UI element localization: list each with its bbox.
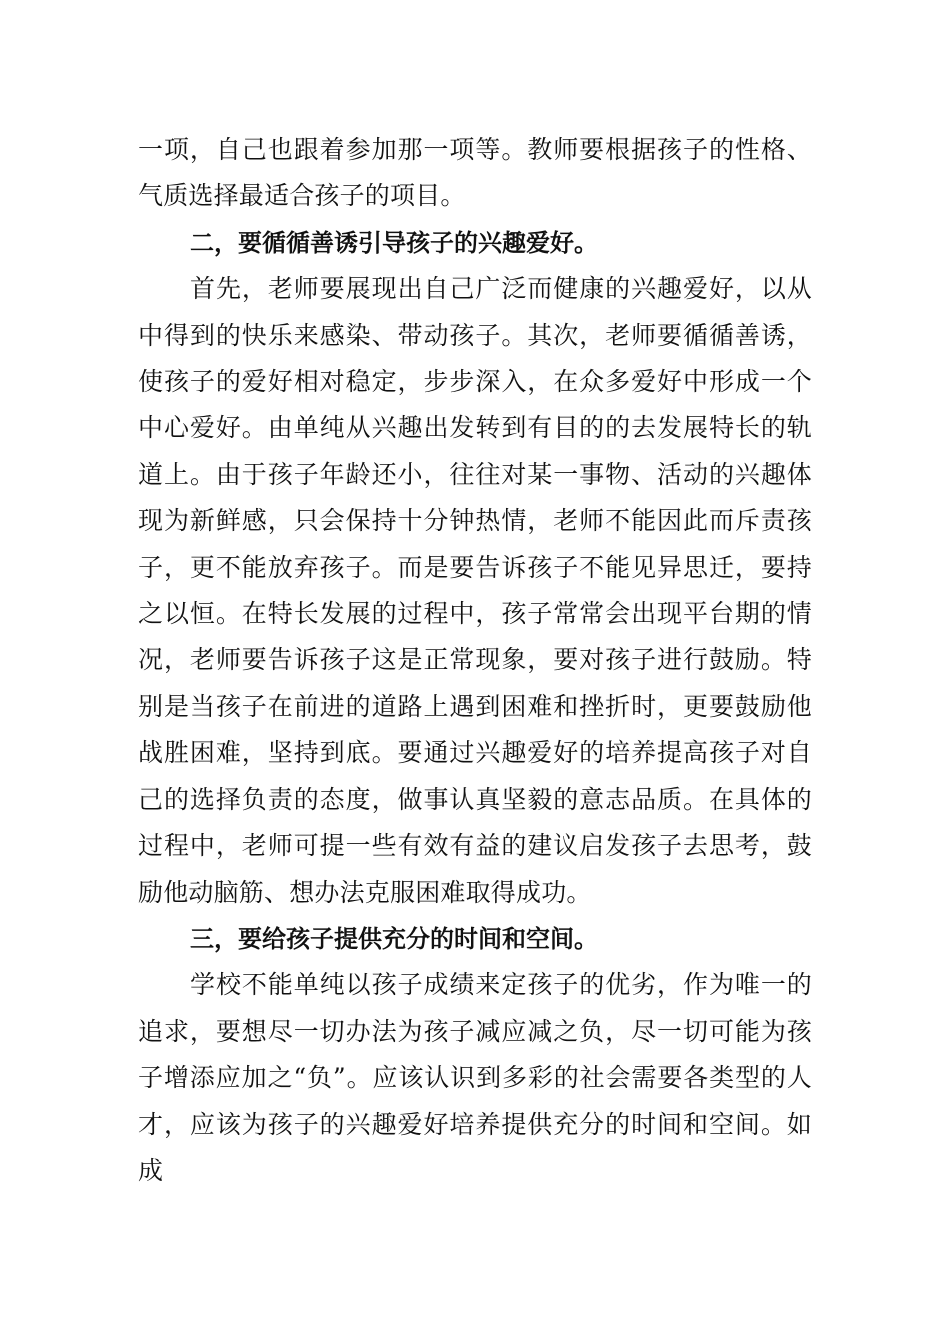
section-2-heading: 二，要循循善诱引导孩子的兴趣爱好。 [190,228,598,257]
section-2-body: 首先，老师要展现出自己广泛而健康的兴趣爱好，以从中得到的快乐来感染、带动孩子。其次，老师要循循善诱，使孩子的爱好相对稳定，步步深入，在众多爱好中形成一个中心爱好。由单纯从兴趣出发转到有目的的去发展特长的轨道上。由于孩子年龄还小，往往对某一事物、活动的兴趣体现为新鲜感，只会保持十分钟热情，老师不能因此而斥责孩子，更不能放弃孩子。而是要告诉孩子不能见异思迁，要持之以恒。在特长发展的过程中，孩子常常会出现平台期的情况，老师要告诉孩子这是正常现象，要对孩子进行鼓励。特别是当孩子在前进的道路上遇到困难和挫折时，更要鼓励他战胜困难，坚持到底。要通过兴趣爱好的培养提高孩子对自己的选择负责的态度，做事认真坚毅的意志品质。在具体的过程中，老师可提一些有效有益的建议启发孩子去思考，鼓励他动脑筋、想办法克服困难取得成功。 [138,274,812,907]
document-page [138,127,812,1194]
intro-paragraph: 一项，自己也跟着参加那一项等。教师要根据孩子的性格、气质选择最适合孩子的项目。 [138,135,812,211]
section-3-heading: 三，要给孩子提供充分的时间和空间。 [190,924,598,953]
section-3-body: 学校不能单纯以孩子成绩来定孩子的优劣，作为唯一的追求，要想尽一切办法为孩子减应减之负，尽一切可能为孩子增添应加之“负”。应该认识到多彩的社会需要各类型的人才，应该为孩子的兴趣爱好培养提供充分的时间和空间。如成 [138,970,812,1185]
